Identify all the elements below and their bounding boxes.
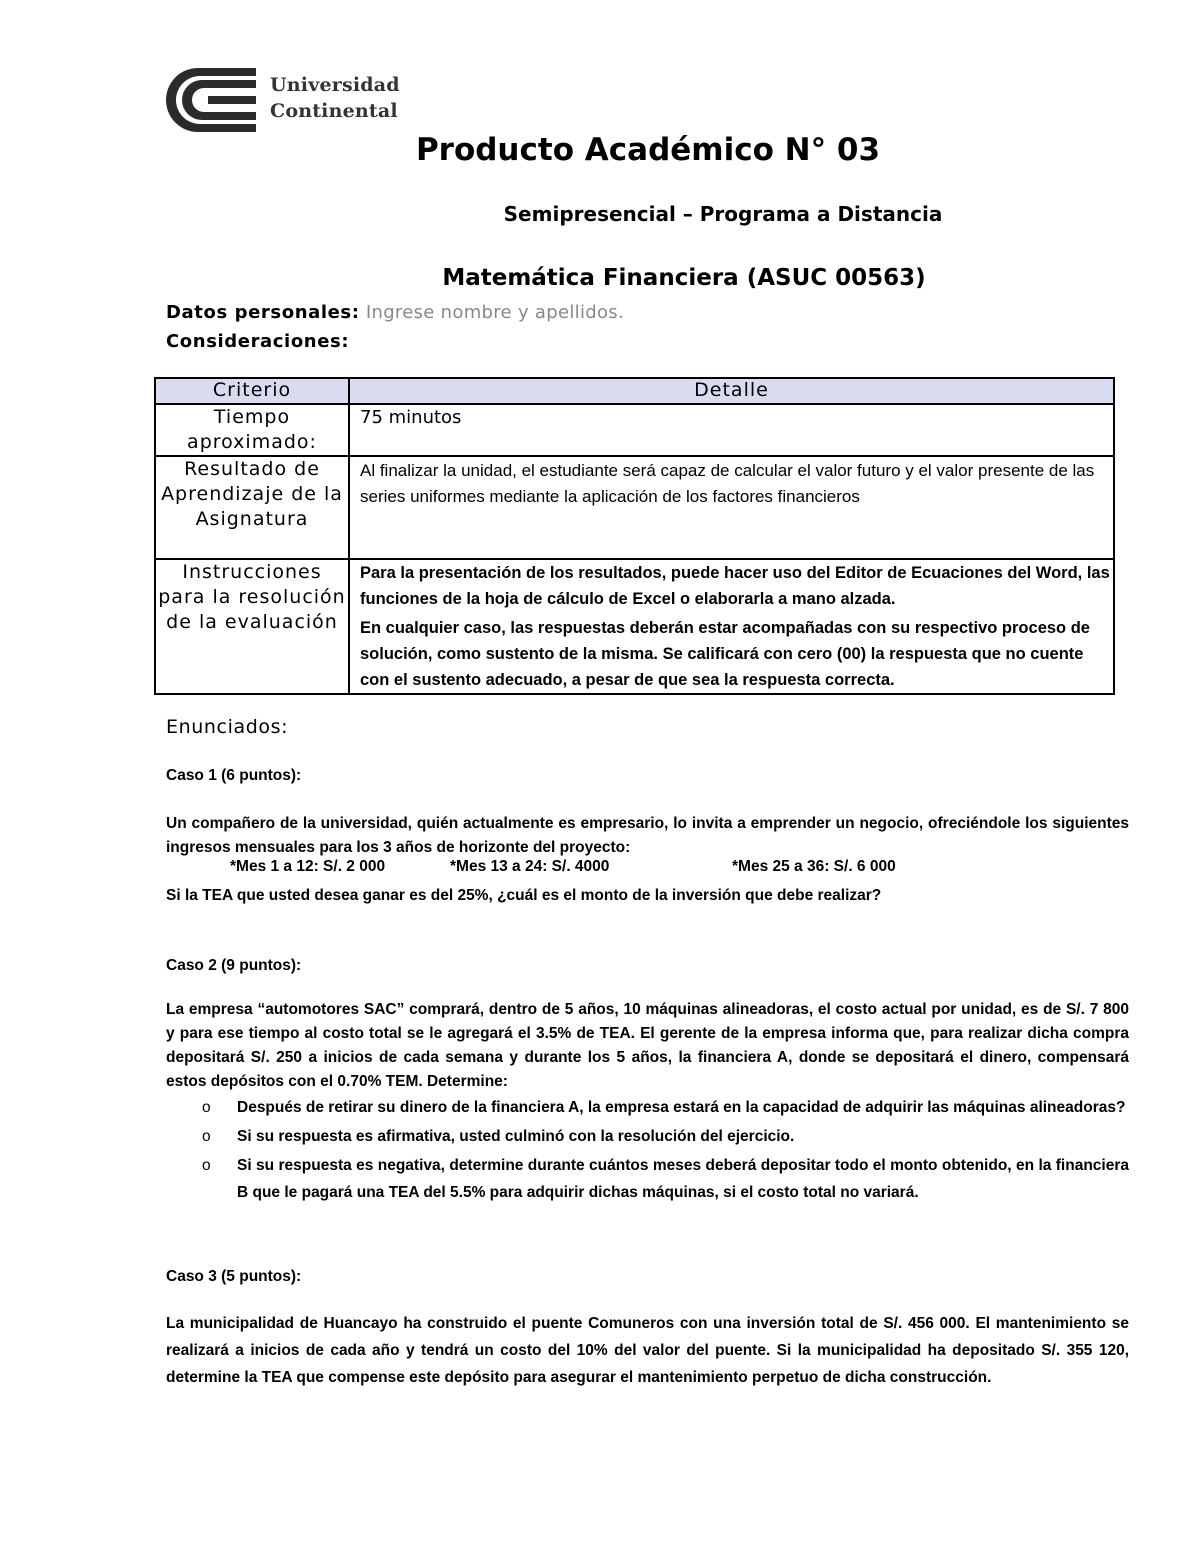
personal-data-label: Datos personales: xyxy=(166,302,360,323)
list-item xyxy=(166,1152,1129,1206)
case1-month-range: *Mes 25 a 36: S/. 6 000 xyxy=(732,858,896,875)
criterion-cell: Instrucciones para la resolución de la evaluación xyxy=(155,559,349,694)
column-header-criterio: Criterio xyxy=(155,378,349,404)
case2-title: Caso 2 (9 puntos): xyxy=(166,957,302,974)
case1-question: Si la TEA que usted desea ganar es del 25%, ¿cuál es el monto de la inversión que debe realizar? xyxy=(166,887,882,904)
personal-data-line xyxy=(166,302,624,323)
bullet-icon: o xyxy=(202,1157,211,1174)
table-row xyxy=(155,559,1114,694)
course-title: Matemática Financiera (ASUC 00563) xyxy=(442,265,926,291)
detail-cell: 75 minutos xyxy=(349,404,1114,456)
case2-options-list xyxy=(166,1094,1129,1208)
case1-title: Caso 1 (6 puntos): xyxy=(166,767,302,784)
logo-text-line2: Continental xyxy=(270,100,398,122)
considerations-label: Consideraciones: xyxy=(166,331,350,352)
option-text: Después de retirar su dinero de la financiera A, la empresa estará en la capacidad de adquirir las máquinas alineadoras? xyxy=(237,1099,1126,1116)
case1-text: Un compañero de la universidad, quién actualmente es empresario, lo invita a emprender un negocio, ofreciéndole los siguientes ingresos mensuales para los 3 años de horizonte del proyecto: xyxy=(166,815,1129,856)
document-title: Producto Académico N° 03 xyxy=(415,132,881,168)
option-text: Si su respuesta es negativa, determine durante cuántos meses deberá depositar todo el monto obtenido, en la financiera B que le pagará una TEA del 5.5% para adquirir dichas máquinas, si el costo total no variará. xyxy=(237,1157,1129,1201)
criterion-cell: Tiempo aproximado: xyxy=(155,404,349,456)
detail-cell xyxy=(349,559,1114,694)
enunciados-heading: Enunciados: xyxy=(166,716,289,738)
column-header-detalle: Detalle xyxy=(349,378,1114,404)
instruction-paragraph: Para la presentación de los resultados, puede hacer uso del Editor de Ecuaciones del Word, las funciones de la hoja de cálculo de Excel o elaborarla a mano alzada. xyxy=(360,564,1110,608)
criteria-table xyxy=(154,377,1115,695)
list-item xyxy=(166,1094,1129,1121)
table-row xyxy=(155,456,1114,559)
document-subtitle: Semipresencial – Programa a Distancia xyxy=(503,202,943,226)
case3-text: La municipalidad de Huancayo ha construido el puente Comuneros con una inversión total de S/. 456 000. El mantenimiento se realizará a inicios de cada año y tendrá un costo del 10% del valor del puente. Si la municipalidad ha depositado S/. 355 120, determine la TEA que compense este depósito para asegurar el mantenimiento perpetuo de dicha construcción. xyxy=(166,1315,1129,1386)
bullet-icon: o xyxy=(202,1099,211,1116)
name-placeholder-field[interactable]: Ingrese nombre y apellidos. xyxy=(365,302,624,323)
bullet-icon: o xyxy=(202,1128,211,1145)
criterion-cell: Resultado de Aprendizaje de la Asignatura xyxy=(155,456,349,559)
option-text: Si su respuesta es afirmativa, usted culminó con la resolución del ejercicio. xyxy=(237,1128,795,1145)
university-logo xyxy=(164,66,424,136)
instruction-paragraph: En cualquier caso, las respuestas deberán estar acompañadas con su respectivo proceso de solución, como sustento de la misma. Se calificará con cero (00) la respuesta que no cuente con el sustento adecuado, a pesar de que sea la respuesta correcta. xyxy=(360,619,1090,689)
university-logo-icon xyxy=(164,66,256,134)
case1-month-range: *Mes 13 a 24: S/. 4000 xyxy=(450,858,610,875)
detail-cell: Al finalizar la unidad, el estudiante será capaz de calcular el valor futuro y el valor presente de las series uniformes mediante la aplicación de los factores financieros xyxy=(349,456,1114,559)
table-row xyxy=(155,404,1114,456)
case1-month-range: *Mes 1 a 12: S/. 2 000 xyxy=(230,858,386,875)
case3-title: Caso 3 (5 puntos): xyxy=(166,1268,302,1285)
case2-text: La empresa “automotores SAC” comprará, dentro de 5 años, 10 máquinas alineadoras, el costo actual por unidad, es de S/. 7 800 y para ese tiempo al costo total se le agregará el 3.5% de TEA. El gerente de la empresa informa que, para realizar dicha compra depositará S/. 250 a inicios de cada semana y durante los 5 años, la financiera A, donde se depositará el dinero, compensará estos depósitos con el 0.70% TEM. Determine: xyxy=(166,1001,1129,1090)
criteria-table-header xyxy=(155,378,1114,404)
logo-text-line1: Universidad xyxy=(270,74,400,96)
list-item xyxy=(166,1123,1129,1150)
